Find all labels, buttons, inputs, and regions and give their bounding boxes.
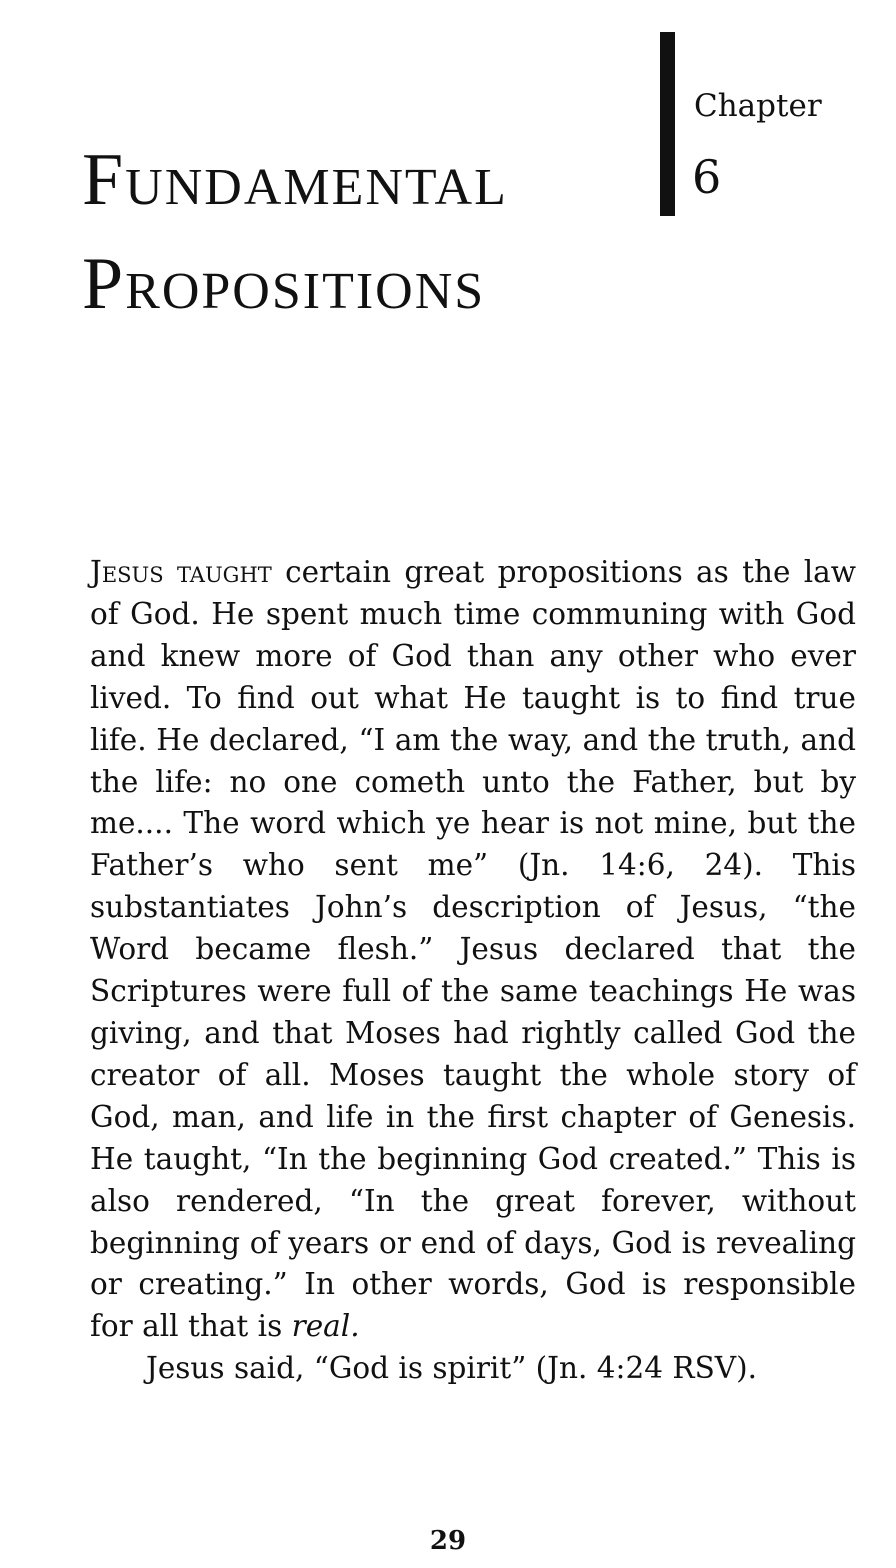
paragraph-lead-words: Jesus taught <box>90 555 272 589</box>
chapter-title-line-1: Fundamental <box>82 139 508 221</box>
chapter-title-line-2: Propositions <box>82 243 486 325</box>
paragraph-1 <box>90 552 856 1348</box>
chapter-number: 6 <box>692 150 722 204</box>
chapter-label: Chapter <box>694 88 822 124</box>
emphasis-word: real. <box>291 1309 360 1344</box>
chapter-title <box>82 128 682 336</box>
paragraph-1-text: certain great propositions as the law of God. He spent much time communing with God and knew more of God than any other who ever lived. To find out what He taught is to find true life. He declared, “I am the way, and the truth, and the life: no one cometh unto the Father, but by me.... The word which ye hear is not mine, but the Father’s who sent me” (Jn. 14:6, 24). This substantiates John’s description of Jesus, “the Word became flesh.” Jesus declared that the Scriptures were full of the same teachings He was giving, and that Moses had rightly called God the creator of all. Moses taught the whole story of God, man, and life in the first chapter of Genesis. He taught, “In the beginning God created.” This is also rendered, “In the great forever, without beginning of years or end of days, God is revealing or creating.” In other words, God is responsible for all that is <box>90 555 856 1344</box>
page-number: 29 <box>429 1526 467 1556</box>
paragraph-2: Jesus said, “God is spirit” (Jn. 4:24 RSV). <box>146 1351 757 1386</box>
body-text <box>90 552 856 1390</box>
